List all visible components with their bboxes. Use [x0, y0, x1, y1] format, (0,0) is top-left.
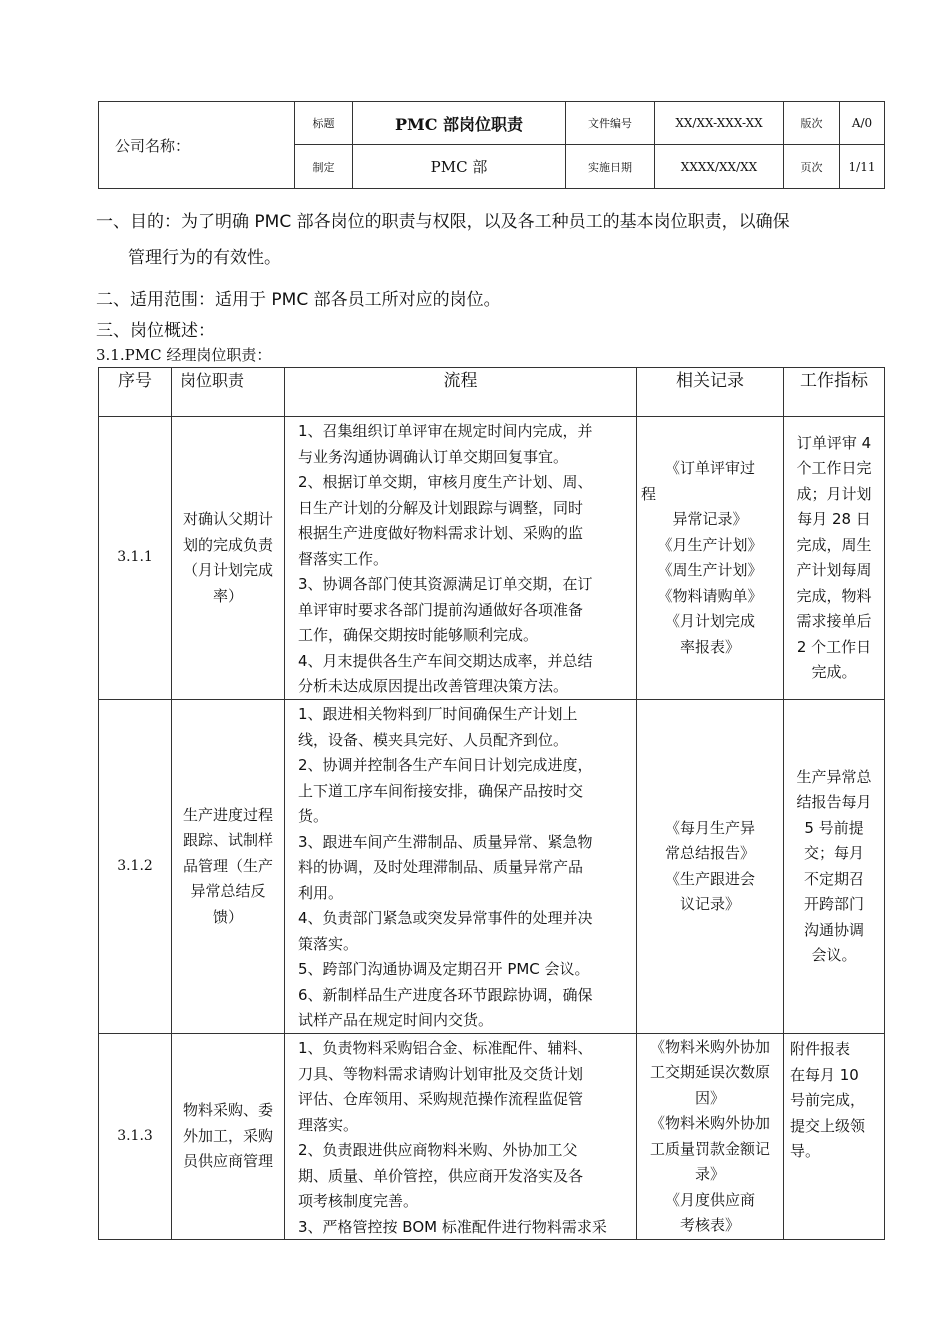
indicator-line: 5 号前提: [804, 818, 864, 837]
row-number: 3.1.2: [99, 700, 172, 1034]
row-records: [637, 1034, 784, 1240]
row-records: [637, 417, 784, 700]
header-no: 序号: [99, 368, 172, 417]
record-line: 工交期延误次数原: [649, 1063, 770, 1081]
row-duty: 生产进度过程跟踪、试制样品管理（生产异常总结反馈）: [172, 700, 285, 1034]
indicator-line: 结报告每月: [796, 793, 872, 811]
record-line: 录》: [694, 1165, 725, 1183]
indicator-line: 生产异常总: [796, 767, 872, 786]
flow-line: 2、协调并控制各生产车间日计划完成进度，: [298, 756, 593, 774]
flow-line: 1、跟进相关物料到厂时间确保生产计划上: [298, 705, 578, 723]
flow-line: 上下道工序车间衔接安排，确保产品按时交: [298, 781, 584, 800]
record-line: 《每月生产异: [664, 818, 755, 837]
indicator-line: 提交上级领: [790, 1116, 866, 1135]
purpose-paragraph-line1: 一、目的：为了明确 PMC 部各岗位的职责与权限，以及各工种员工的基本岗位职责，以确保: [96, 212, 790, 232]
page-label: 页次: [784, 145, 840, 189]
flow-line: 分析未达成原因提出改善管理决策方法。: [298, 677, 569, 695]
flow-line: 5、跨部门沟通协调及定期召开 PMC 会议。: [298, 960, 590, 978]
header-duty: 岗位职责: [172, 368, 285, 417]
indicator-line: 订单评审 4: [796, 433, 872, 452]
indicator-line: 沟通协调: [803, 920, 864, 939]
indicator-line: 完成，物料: [796, 586, 872, 605]
record-line: 因》: [694, 1088, 725, 1107]
flow-line: 料的协调，及时处理滞制品、质量异常产品: [298, 858, 584, 876]
made-by-value: PMC 部: [353, 145, 566, 189]
impl-date-value: XXXX/XX/XX: [655, 145, 784, 189]
duties-table: [98, 367, 885, 1240]
flow-line: 1、负责物料采购铝合金、标准配件、辅料、: [298, 1039, 593, 1057]
table-row: [99, 700, 885, 1034]
record-line: 议记录》: [679, 895, 740, 913]
record-line: 《周生产计划》: [657, 561, 763, 579]
row-number: 3.1.1: [99, 417, 172, 700]
flow-line: 3、协调各部门使其资源满足订单交期，在订: [298, 575, 593, 593]
indicator-line: 开跨部门: [803, 895, 864, 913]
record-line: 工质量罚款金额记: [649, 1139, 770, 1158]
document-header-table: [98, 101, 885, 189]
flow-line: 试样产品在规定时间内交货。: [298, 1011, 494, 1029]
doc-number-value: XX/XX-XXX-XX: [655, 102, 784, 145]
indicator-line: 产计划每周: [796, 561, 872, 579]
flow-line: 3、跟进车间产生滞制品、质量异常、紧急物: [298, 832, 593, 851]
title-label: 标题: [295, 102, 353, 145]
made-by-label: 制定: [295, 145, 353, 189]
record-line: 《生产跟进会: [664, 869, 755, 888]
version-label: 版次: [784, 102, 840, 145]
flow-line: 3、严格管控按 BOM 标准配件进行物料需求采: [298, 1217, 607, 1236]
flow-line: 2、根据订单交期，审核月度生产计划、周、: [298, 473, 593, 491]
row-indicator: [784, 417, 885, 700]
row-indicator: [784, 700, 885, 1034]
section-subheading: 3.1.PMC 经理岗位职责：: [96, 346, 272, 364]
header-records: 相关记录: [637, 368, 784, 417]
record-line: 程: [641, 484, 657, 503]
indicator-line: 每月 28 日: [797, 510, 871, 528]
indicator-line: 导。: [790, 1142, 821, 1160]
impl-date-label: 实施日期: [566, 145, 655, 189]
indicator-line: 附件报表: [790, 1040, 851, 1058]
flow-line: 线，设备、模夹具完好、人员配齐到位。: [298, 730, 569, 749]
row-number: 3.1.3: [99, 1034, 172, 1240]
row-records: [637, 700, 784, 1034]
record-line: 《月生产计划》: [657, 535, 763, 554]
flow-line: 4、负责部门紧急或突发异常事件的处理并决: [298, 909, 593, 927]
flow-line: 2、负责跟进供应商物料米购、外协加工父: [298, 1141, 578, 1159]
flow-line: 理落实。: [298, 1115, 359, 1134]
indicator-line: 在每月 10: [790, 1065, 859, 1084]
row-flow: [285, 700, 637, 1034]
record-line: 《订单评审过: [664, 459, 755, 477]
indicator-line: 完成。: [811, 663, 857, 681]
indicator-line: 成；月计划: [796, 484, 872, 503]
flow-line: 货。: [298, 807, 329, 825]
row-indicator: [784, 1034, 885, 1240]
record-line: 《物料请购单》: [657, 586, 763, 605]
flow-line: 日生产计划的分解及计划跟踪与调整，同时: [298, 498, 584, 517]
flow-line: 1、召集组织订单评审在规定时间内完成，并: [298, 422, 593, 440]
flow-line: 根据生产进度做好物料需求计划、采购的监: [298, 524, 584, 542]
flow-line: 策落实。: [298, 934, 359, 953]
record-line: 率报表》: [679, 637, 740, 656]
record-line: 异常记录》: [672, 510, 748, 528]
row-duty: 物料采购、委外加工，采购员供应商管理: [172, 1034, 285, 1240]
flow-line: 刀具、等物料需求请购计划审批及交货计划: [298, 1064, 584, 1083]
table-row: [99, 417, 885, 700]
company-name-label: 公司名称：: [99, 102, 295, 189]
indicator-line: 需求接单后: [796, 612, 872, 630]
record-line: 常总结报告》: [664, 844, 755, 862]
document-title: PMC 部岗位职责: [353, 102, 566, 145]
flow-line: 督落实工作。: [298, 549, 389, 568]
indicator-line: 完成，周生: [796, 535, 872, 554]
page-value: 1/11: [840, 145, 885, 189]
flow-line: 期、质量、单价管控，供应商开发洛实及各: [298, 1166, 584, 1185]
indicator-line: 2 个工作日: [796, 637, 872, 656]
record-line: 《月计划完成: [664, 612, 755, 630]
doc-number-label: 文件编号: [566, 102, 655, 145]
overview-heading: 三、岗位概述：: [96, 321, 215, 341]
table-row: [99, 1034, 885, 1240]
scope-paragraph: 二、适用范围：适用于 PMC 部各员工所对应的岗位。: [96, 290, 501, 310]
flow-line: 项考核制度完善。: [298, 1192, 419, 1210]
flow-line: 单评审时要求各部门提前沟通做好各项准备: [298, 600, 584, 619]
table-header-row: [99, 368, 885, 417]
header-flow: 流程: [285, 368, 637, 417]
indicator-line: 会议。: [811, 946, 857, 964]
record-line: 《物料米购外协加: [649, 1114, 770, 1132]
flow-line: 评估、仓库领用、采购规范操作流程监促管: [298, 1090, 584, 1108]
row-duty: 对确认父期计划的完成负责（月计划完成率）: [172, 417, 285, 700]
indicator-line: 个工作日完: [796, 459, 872, 477]
row-flow: [285, 417, 637, 700]
row-flow: [285, 1034, 637, 1240]
flow-line: 6、新制样品生产进度各环节跟踪协调，确保: [298, 985, 593, 1004]
indicator-line: 号前完成，: [790, 1091, 866, 1109]
record-line: 《月度供应商: [664, 1190, 755, 1209]
flow-line: 与业务沟通协调确认订单交期回复事宜。: [298, 447, 569, 466]
header-indicator: 工作指标: [784, 368, 885, 417]
indicator-line: 交；每月: [803, 844, 864, 862]
record-line: 《物料米购外协加: [649, 1037, 770, 1056]
purpose-paragraph-line2: 管理行为的有效性。: [128, 248, 281, 268]
flow-line: 工作，确保交期按时能够顺利完成。: [298, 626, 539, 644]
flow-line: 利用。: [298, 883, 344, 902]
record-line: 考核表》: [679, 1216, 740, 1234]
version-value: A/0: [840, 102, 885, 145]
indicator-line: 不定期召: [803, 869, 864, 888]
flow-line: 4、月末提供各生产车间交期达成率，并总结: [298, 651, 593, 670]
